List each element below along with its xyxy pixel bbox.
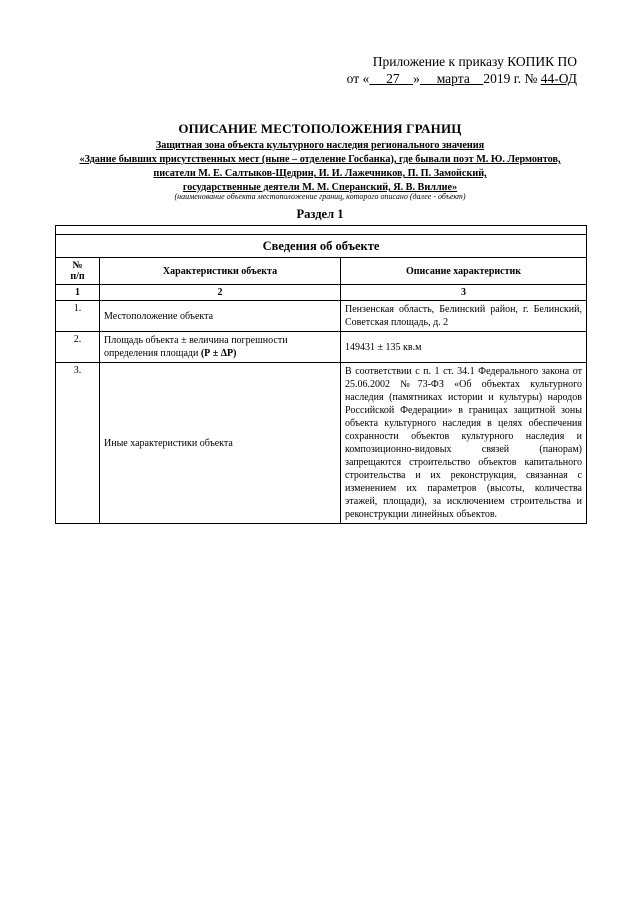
order-year: 2019 г. № bbox=[483, 71, 541, 86]
object-name-line-2: «Здание бывших присутственных мест (ныне – отделение Госбанка), где бывали поэт М. Ю. Лермонтов, bbox=[79, 154, 561, 165]
object-name-block bbox=[0, 139, 640, 195]
row-characteristic: Площадь объекта ± величина погрешности определения площади (Р ± ΔР) bbox=[100, 332, 341, 363]
col-header-description: Описание характеристик bbox=[341, 258, 587, 285]
col-header-characteristics: Характеристики объекта bbox=[100, 258, 341, 285]
table-row bbox=[56, 332, 587, 363]
row-description: Пензенская область, Белинский район, г. Белинский, Советская площадь, д. 2 bbox=[341, 301, 587, 332]
order-date-line bbox=[347, 70, 577, 87]
object-name-line-3: писатели М. Е. Салтыков-Щедрин, И. И. Лажечников, П. П. Замойский, bbox=[153, 168, 487, 179]
section-heading: Раздел 1 bbox=[296, 207, 344, 221]
object-name-line-1: Защитная зона объекта культурного наследия регионального значения bbox=[155, 140, 485, 151]
col-index-3: 3 bbox=[341, 285, 587, 301]
row-characteristic: Иные характеристики объекта bbox=[100, 363, 341, 524]
row-number: 1. bbox=[56, 301, 100, 332]
object-name-line-4: государственные деятели М. М. Сперанский, Я. В. Виллие» bbox=[182, 182, 458, 193]
row-characteristic: Местоположение объекта bbox=[100, 301, 341, 332]
row-number: 3. bbox=[56, 363, 100, 524]
order-day: 27 bbox=[369, 71, 414, 86]
col-index-1: 1 bbox=[56, 285, 100, 301]
row-number: 2. bbox=[56, 332, 100, 363]
col-header-number: № п/п bbox=[56, 258, 100, 285]
object-info-table bbox=[55, 225, 587, 524]
order-month: марта bbox=[419, 71, 484, 86]
appendix-line: Приложение к приказу КОПИК ПО bbox=[372, 54, 577, 69]
table-row bbox=[56, 301, 587, 332]
table-caption: Сведения об объекте bbox=[56, 235, 587, 258]
order-number: 44-ОД bbox=[540, 71, 577, 86]
table-row bbox=[56, 363, 587, 524]
order-quote-close: » bbox=[413, 71, 420, 86]
document-title: ОПИСАНИЕ МЕСТОПОЛОЖЕНИЯ ГРАНИЦ bbox=[178, 121, 462, 136]
col-index-2: 2 bbox=[100, 285, 341, 301]
row-description: В соответствии с п. 1 ст. 34.1 Федерального закона от 25.06.2002 №73-ФЗ «Об объектах культурного наследия (памятниках истории и культуры) народов Российской Федерации» в границах защитной зоны объекта культурного наследия в целях обеспечения сохранности объектов культурного наследия и композиционно-видовых связей (панорам) запрещаются строительство объектов капитального строительства и их реконструкция, связанная с изменением их параметров (высоты, количества этажей, площади), за исключением строительства и реконструкции линейных объектов. bbox=[341, 363, 587, 524]
object-name-caption: (наименование объекта местоположение границ, которого описано (далее - объект) bbox=[174, 192, 466, 201]
order-date-prefix: от « bbox=[346, 71, 370, 86]
row-description: 149431 ± 135 кв.м bbox=[341, 332, 587, 363]
